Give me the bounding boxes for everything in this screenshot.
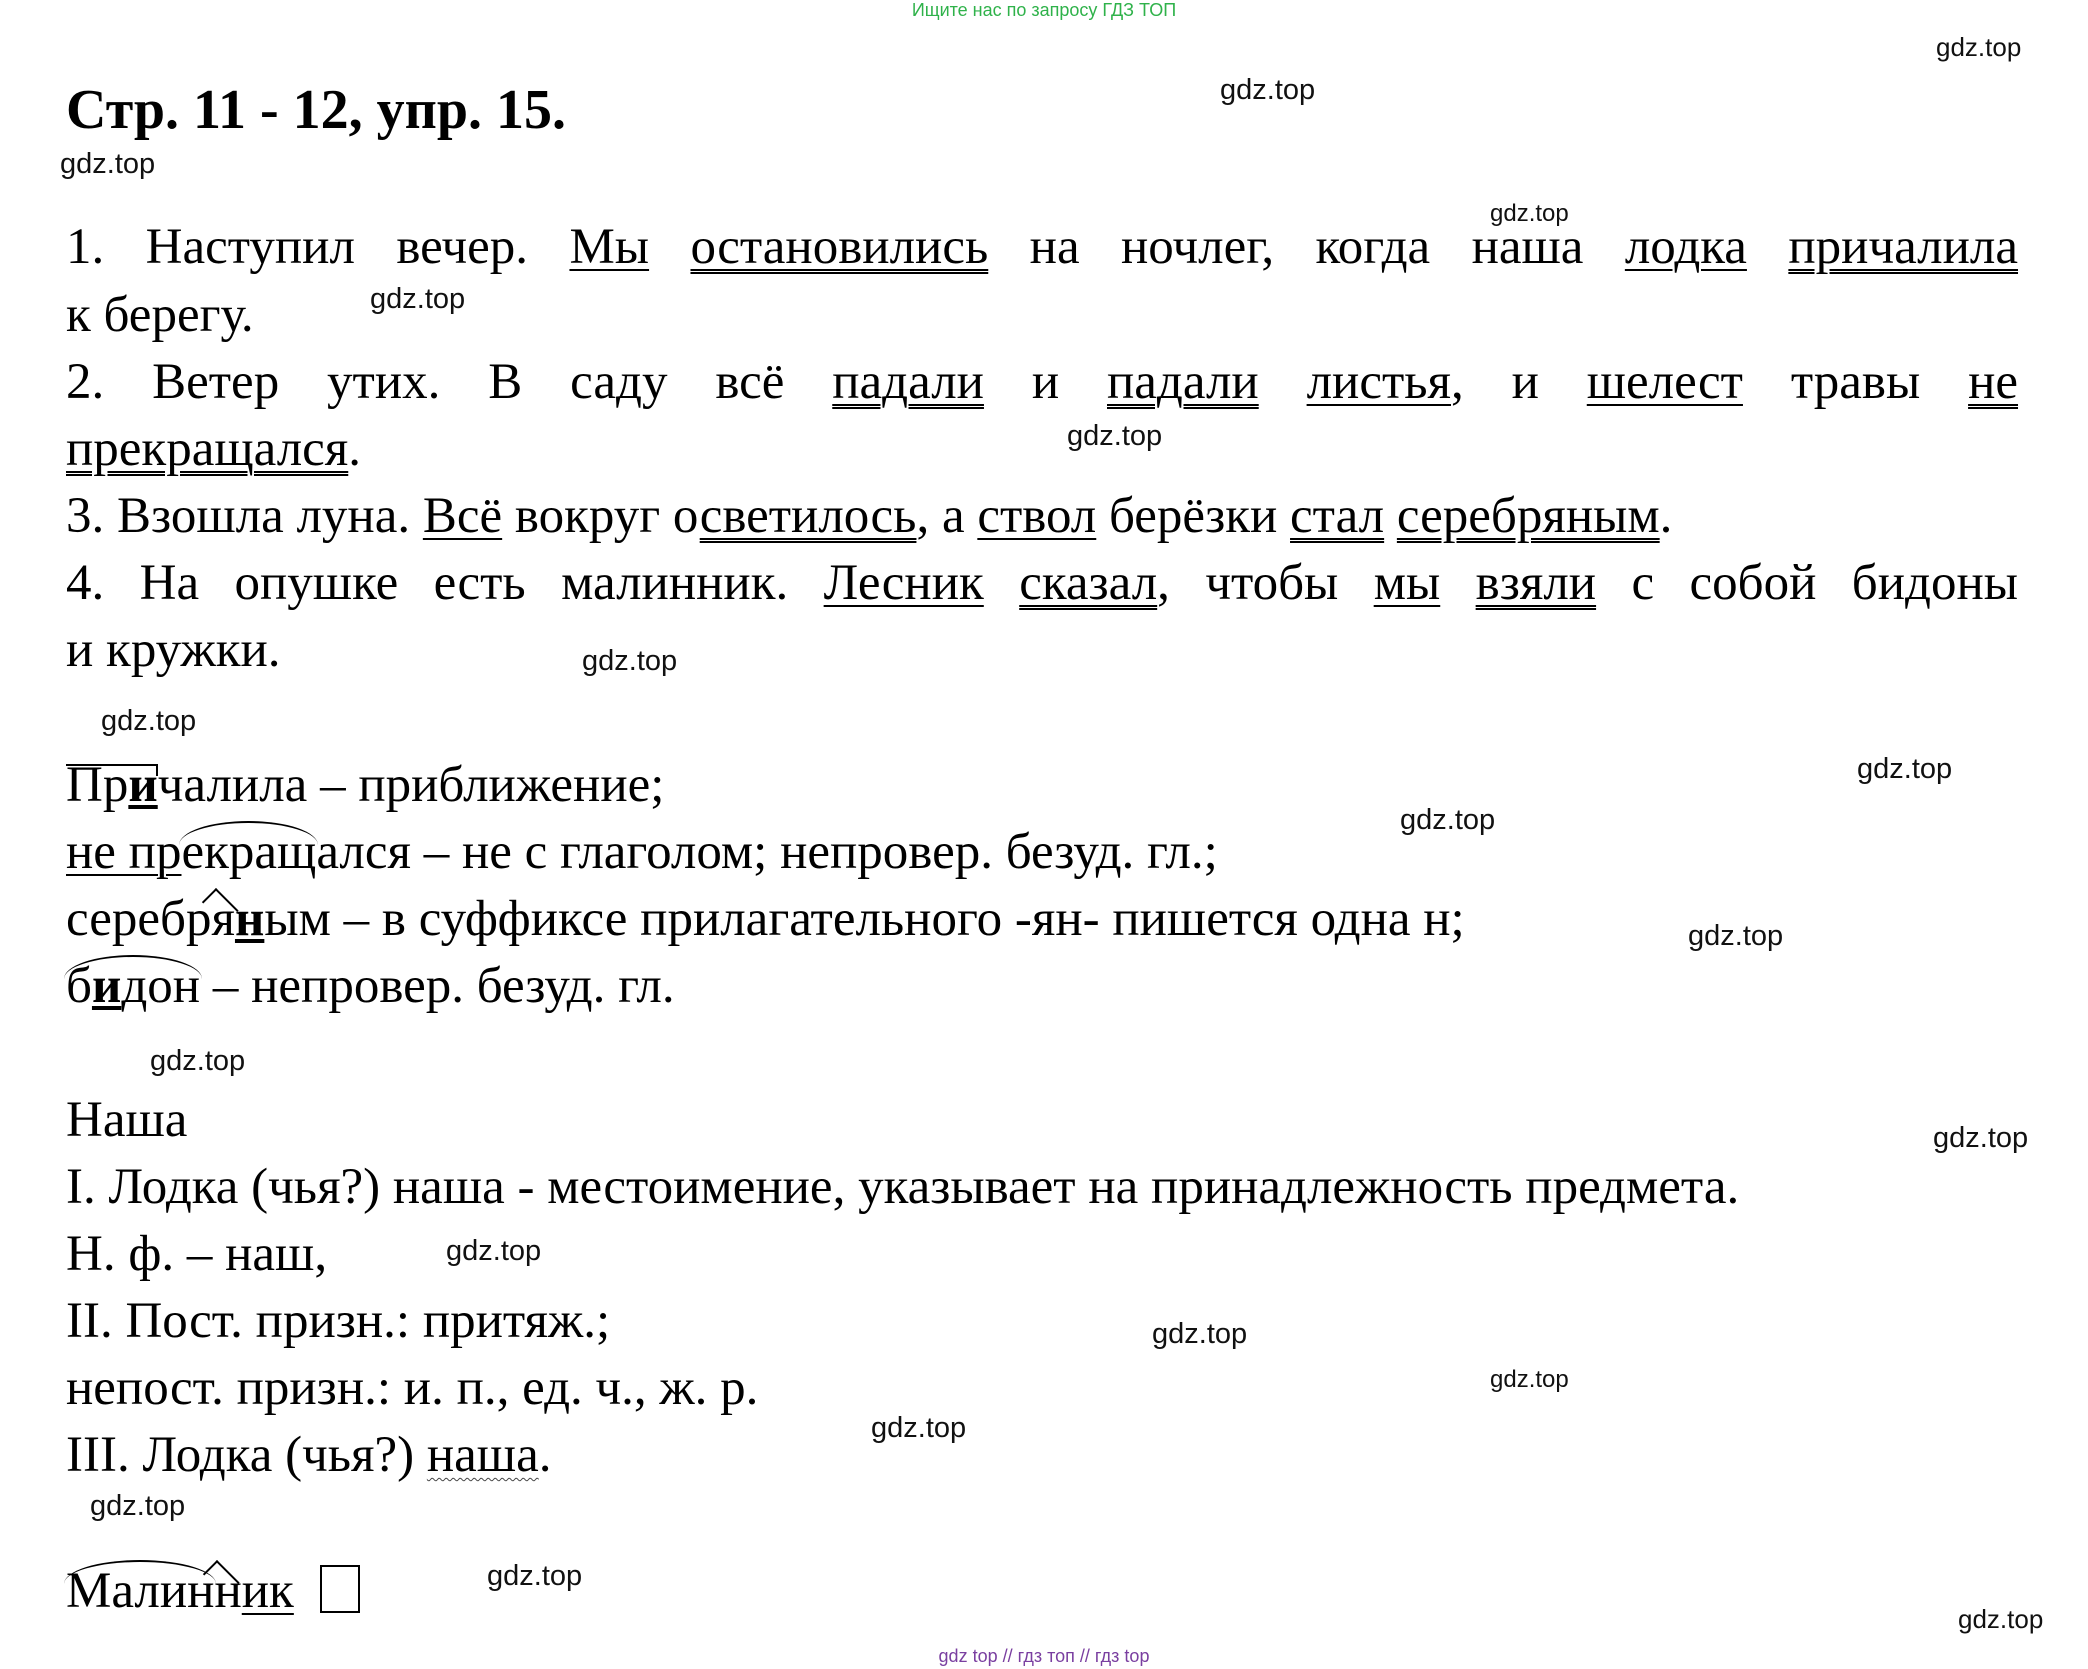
watermark: gdz.top: [582, 645, 678, 677]
sentence-1-cont: к берегу.: [66, 287, 254, 343]
morph-line-3: II. Пост. призн.: притяж.;: [66, 1293, 611, 1349]
watermark: gdz.top: [1400, 804, 1496, 836]
sentence-3: 3. Взошла луна. Всё вокруг осветилось, а ствол берёзки стал серебряным.: [66, 488, 1673, 544]
scheme-box: [320, 1565, 360, 1613]
top-banner[interactable]: Ищите нас по запросу ГДЗ ТОП: [911, 0, 1177, 20]
watermark: gdz.top: [871, 1412, 967, 1444]
sentence-4: 4. На опушке есть малинник. Лесник сказал, чтобы мы взяли с собой бидоны: [66, 555, 2019, 611]
suffix-mark: н: [214, 1563, 242, 1619]
wavy-underlined-word: наша: [426, 1427, 539, 1483]
page-title: Стр. 11 - 12, упр. 15.: [66, 79, 567, 141]
morph-line-5: III. Лодка (чья?) наша.: [66, 1427, 552, 1483]
predicate: сказал: [1019, 555, 1158, 611]
watermark: gdz.top: [60, 148, 156, 180]
footer[interactable]: gdz top // гдз топ // гдз top: [938, 1646, 1150, 1666]
subject: Лесник: [823, 555, 984, 611]
watermark: gdz.top: [1490, 1366, 1569, 1393]
suffix-mark: ян: [211, 891, 265, 947]
watermark: gdz.top: [446, 1235, 542, 1267]
predicate: стал: [1290, 488, 1385, 544]
sentence-1: 1. Наступил вечер. Мы остановились на ночлег, когда наша лодка причалила: [66, 219, 2019, 275]
last-word: Малинник: [66, 1565, 2018, 1617]
watermark: gdz.top: [150, 1045, 246, 1077]
root-mark: Малин: [66, 1563, 215, 1619]
watermark: gdz.top: [1857, 753, 1953, 785]
watermark: gdz.top: [101, 705, 197, 737]
predicate: остановились: [690, 219, 989, 275]
root-mark: бидон: [66, 958, 201, 1014]
subject: Мы: [569, 219, 650, 275]
sentence-2: 2. Ветер утих. В саду всё падали и падали листья, и шелест травы не: [66, 354, 2019, 410]
predicate: не: [1968, 354, 2019, 410]
watermark: gdz.top: [1933, 1122, 2029, 1154]
watermark: gdz.top: [1067, 420, 1163, 452]
sentence-4-cont: и кружки.: [66, 622, 281, 678]
subject: листья: [1306, 354, 1451, 410]
prefix-mark: При: [66, 757, 158, 813]
morph-line-1: I. Лодка (чья?) наша - местоимение, указывает на принадлежность предмета.: [66, 1159, 1740, 1215]
subject: шелест: [1586, 354, 1743, 410]
root-mark: екращ: [181, 824, 317, 880]
morph-head: Наша: [66, 1092, 188, 1148]
ortho-line-1: Причалила – приближение;: [66, 757, 665, 813]
predicate: причалила: [1788, 219, 2019, 275]
predicate: падали: [832, 354, 984, 410]
watermark: gdz.top: [1220, 74, 1316, 106]
predicate: светилось: [699, 488, 917, 544]
watermark: gdz.top: [370, 283, 466, 315]
watermark: gdz.top: [1152, 1318, 1248, 1350]
subject: лодка: [1624, 219, 1747, 275]
watermark: gdz.top: [90, 1490, 186, 1522]
subject: мы: [1373, 555, 1441, 611]
watermark: gdz.top: [1490, 200, 1569, 227]
ortho-line-2: не прекращался – не с глаголом; непровер. безуд. гл.;: [66, 824, 1218, 880]
subject: ствол: [977, 488, 1097, 544]
watermark: gdz.top: [1958, 1604, 2044, 1634]
subject: Всё: [422, 488, 503, 544]
sentence-2-cont: прекращался.: [66, 421, 361, 477]
morph-line-4: непост. призн.: и. п., ед. ч., ж. р.: [66, 1360, 759, 1416]
predicate: взяли: [1475, 555, 1597, 611]
watermark: gdz.top: [1688, 920, 1784, 952]
predicate: падали: [1107, 354, 1259, 410]
predicate: серебряным: [1396, 488, 1660, 544]
predicate: прекращался: [66, 421, 349, 477]
watermark: gdz.top: [1936, 32, 2022, 62]
morph-line-2: Н. ф. – наш,: [66, 1226, 328, 1282]
ortho-line-3: серебряным – в суффиксе прилагательного -ян- пишется одна н;: [66, 891, 1465, 947]
watermark: gdz.top: [487, 1560, 583, 1592]
ortho-line-4: бидон – непровер. безуд. гл.: [66, 958, 675, 1014]
